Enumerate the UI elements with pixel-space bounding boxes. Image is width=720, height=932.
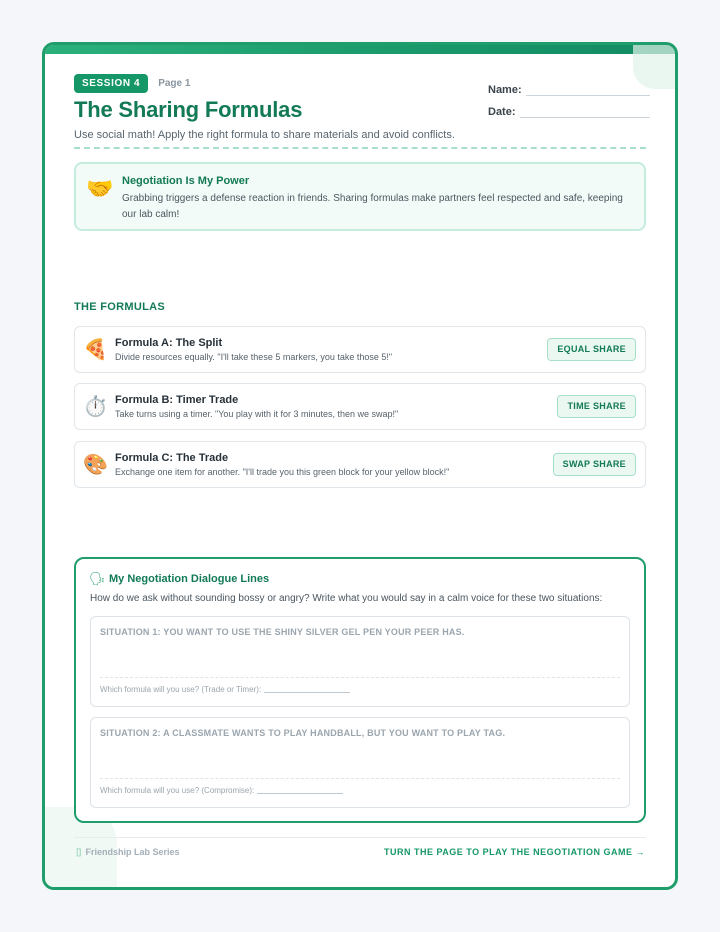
name-label: Name: — [488, 84, 522, 96]
formula-name: Formula A: The Split — [115, 337, 223, 349]
top-accent-bar — [45, 45, 675, 54]
next-page-link[interactable]: TURN THE PAGE TO PLAY THE NEGOTIATION GAME → — [383, 847, 645, 857]
date-line[interactable] — [520, 104, 650, 118]
dialogue-title: My Negotiation Dialogue Lines — [109, 573, 270, 585]
power-text: Grabbing triggers a defense reaction in friends. Sharing formulas make partners feel respected and safe, keeping our lab calm! — [122, 193, 623, 220]
situation-2-box[interactable] — [90, 717, 630, 808]
stopwatch-icon: ⏱️ — [83, 396, 108, 418]
formula-name: Formula C: The Trade — [115, 452, 229, 464]
page-title: The Sharing Formulas — [74, 97, 303, 122]
flask-icon: ▯ — [76, 847, 82, 858]
palette-icon: 🎨 — [83, 454, 108, 476]
speaking-head-icon: 🗣 — [89, 571, 106, 586]
formula-name: Formula B: Timer Trade — [115, 394, 239, 406]
formula-desc: Exchange one item for another. "I'll trade you this green block for your yellow block!" — [115, 467, 450, 477]
answer-blank[interactable] — [264, 692, 350, 693]
formula-card-timer — [74, 383, 646, 430]
situation-1-box[interactable] — [90, 616, 630, 707]
footer-divider — [74, 837, 646, 838]
page-subtitle: Use social math! Apply the right formula to share materials and avoid conflicts. — [74, 129, 455, 141]
date-field[interactable] — [488, 96, 650, 118]
formula-card-split — [74, 326, 646, 373]
formula-tag: SWAP SHARE — [553, 453, 636, 476]
worksheet-page — [42, 42, 678, 890]
formula-tag: TIME SHARE — [557, 395, 636, 418]
power-title: Negotiation Is My Power — [122, 175, 250, 187]
session-badge: SESSION 4 — [74, 74, 148, 93]
page-number: Page 1 — [158, 78, 191, 89]
formulas-heading: THE FORMULAS — [74, 301, 165, 313]
situation-title: SITUATION 1: YOU WANT TO USE THE SHINY SILVER GEL PEN YOUR PEER HAS. — [100, 627, 465, 637]
header — [74, 74, 654, 141]
formula-tag: EQUAL SHARE — [547, 338, 636, 361]
name-line[interactable] — [526, 82, 650, 96]
formula-desc: Take turns using a timer. "You play with it for 3 minutes, then we swap!" — [115, 409, 399, 419]
formula-desc: Divide resources equally. "I'll take these 5 markers, you take those 5!" — [115, 352, 393, 362]
answer-blank[interactable] — [257, 793, 343, 794]
series-label: Friendship Lab Series — [85, 847, 180, 857]
question-text: Which formula will you use? (Compromise): — [100, 786, 255, 795]
pizza-icon: 🍕 — [83, 339, 108, 361]
dialogue-section — [74, 557, 646, 823]
date-label: Date: — [488, 106, 516, 118]
footer-series — [76, 847, 180, 858]
situation-title: SITUATION 2: A CLASSMATE WANTS TO PLAY HANDBALL, BUT YOU WANT TO PLAY TAG. — [100, 728, 506, 738]
question-text: Which formula will you use? (Trade or Timer): — [100, 685, 262, 694]
power-callout — [74, 162, 646, 231]
situation-question — [100, 786, 343, 795]
name-field[interactable] — [488, 74, 650, 96]
handshake-icon: 🤝 — [86, 176, 114, 201]
dialogue-prompt: How do we ask without sounding bossy or angry? Write what you would say in a calm voice for these two situations: — [90, 593, 603, 604]
name-date-fields — [488, 74, 650, 118]
answer-line[interactable] — [100, 677, 620, 678]
divider — [74, 147, 646, 149]
formula-card-trade — [74, 441, 646, 488]
situation-question — [100, 685, 350, 694]
answer-line[interactable] — [100, 778, 620, 779]
